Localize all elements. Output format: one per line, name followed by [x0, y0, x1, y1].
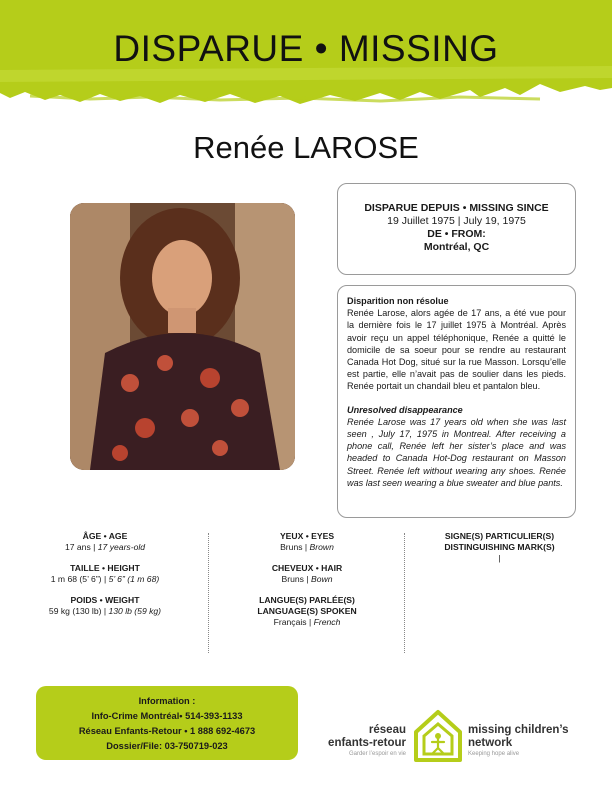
weight-group	[30, 595, 180, 617]
logo-en-line1: missing children’s	[468, 724, 569, 736]
missing-since-label: DISPARUE DEPUIS • MISSING SINCE	[364, 202, 549, 214]
info-line-network: Réseau Enfants-Retour • 1 888 692-4673	[78, 726, 256, 736]
height-value: 1 m 68 (5’ 6”) | 5’ 6” (1 m 68)	[50, 574, 160, 584]
story-text-en: Renée Larose was 17 years old when she was last seen , July 17, 1975 in Montreal. After receiving a phone call, Renée left her sister’s place and was headed to Canada Hot-Dog restaurant on Masson Street. Renée left without wearing any shoes. Renée was last seen wearing a blue sweater and blue pants.	[347, 416, 566, 488]
contact-info-box	[36, 686, 298, 760]
banner-title: DISPARUE • MISSING	[113, 28, 499, 69]
missing-person-photo	[70, 203, 295, 470]
info-title: Information :	[138, 696, 196, 706]
logo-fr-line2: enfants-retour	[328, 737, 406, 749]
details-column-1	[30, 531, 180, 627]
language-label-en: LANGUAGE(S) SPOKEN	[257, 606, 357, 616]
eyes-value: Bruns | Brown	[280, 542, 334, 552]
missing-since-box	[337, 183, 576, 275]
logo-fr-line1: réseau	[368, 724, 406, 736]
age-value: 17 ans | 17 years-old	[64, 542, 146, 552]
language-label-fr: LANGUE(S) PARLÉE(S)	[259, 595, 355, 605]
language-group	[237, 595, 377, 628]
from-label: DE • FROM:	[427, 228, 486, 240]
from-place: Montréal, QC	[423, 241, 490, 253]
story-heading-fr: Disparition non résolue	[347, 296, 449, 306]
age-group	[30, 531, 180, 553]
info-line-crime: Info-Crime Montréal• 514-393-1133	[91, 711, 243, 721]
eyes-group	[237, 531, 377, 553]
disappearance-description-box	[337, 285, 576, 518]
hair-label: CHEVEUX • HAIR	[271, 563, 343, 573]
person-name: Renée LAROSE	[193, 130, 419, 165]
age-label: ÂGE • AGE	[82, 531, 128, 541]
column-divider	[404, 533, 405, 653]
height-label: TAILLE • HEIGHT	[70, 563, 140, 573]
missing-since-date: 19 Juillet 1975 | July 19, 1975	[387, 215, 526, 227]
column-divider	[208, 533, 209, 653]
weight-label: POIDS • WEIGHT	[70, 595, 140, 605]
language-value: Français | French	[273, 617, 341, 627]
marks-group	[412, 531, 587, 564]
height-group	[30, 563, 180, 585]
details-column-3	[412, 531, 587, 574]
eyes-label: YEUX • EYES	[279, 531, 335, 541]
organization-logo	[312, 708, 582, 768]
hair-value: Bruns | Bown	[281, 574, 333, 584]
story-heading-en: Unresolved disappearance	[347, 404, 463, 415]
missing-banner	[0, 0, 612, 108]
house-logo-icon	[412, 708, 464, 764]
story-text-fr: Renée Larose, alors agée de 17 ans, a été vue pour la dernière fois le 17 juillet 1975 à Montréal. Après avoir reçu un appel téléphonique, Renée a quitté le domicile de sa soeur pour se rendre au restaurant Canada Hot Dog, situé sur la rue Masson. Lorsqu’elle est partie, elle n’avait pas de soulier dans les pieds. Renée portait un chandail bleu et pantalon bleu.	[347, 308, 566, 392]
marks-label-en: DISTINGUISHING MARK(S)	[444, 542, 555, 552]
marks-value: |	[498, 553, 501, 563]
logo-en-line2: network	[468, 737, 513, 749]
hair-group	[237, 563, 377, 585]
details-column-2	[237, 531, 377, 638]
weight-value: 59 kg (130 lb) | 130 lb (59 kg)	[48, 606, 162, 616]
logo-fr-tagline: Garder l’espoir en vie	[348, 751, 406, 757]
info-line-file: Dossier/File: 03-750719-023	[106, 741, 228, 751]
marks-label-fr: SIGNE(S) PARTICULIER(S)	[444, 531, 555, 541]
logo-en-tagline: Keeping hope alive	[468, 751, 520, 757]
